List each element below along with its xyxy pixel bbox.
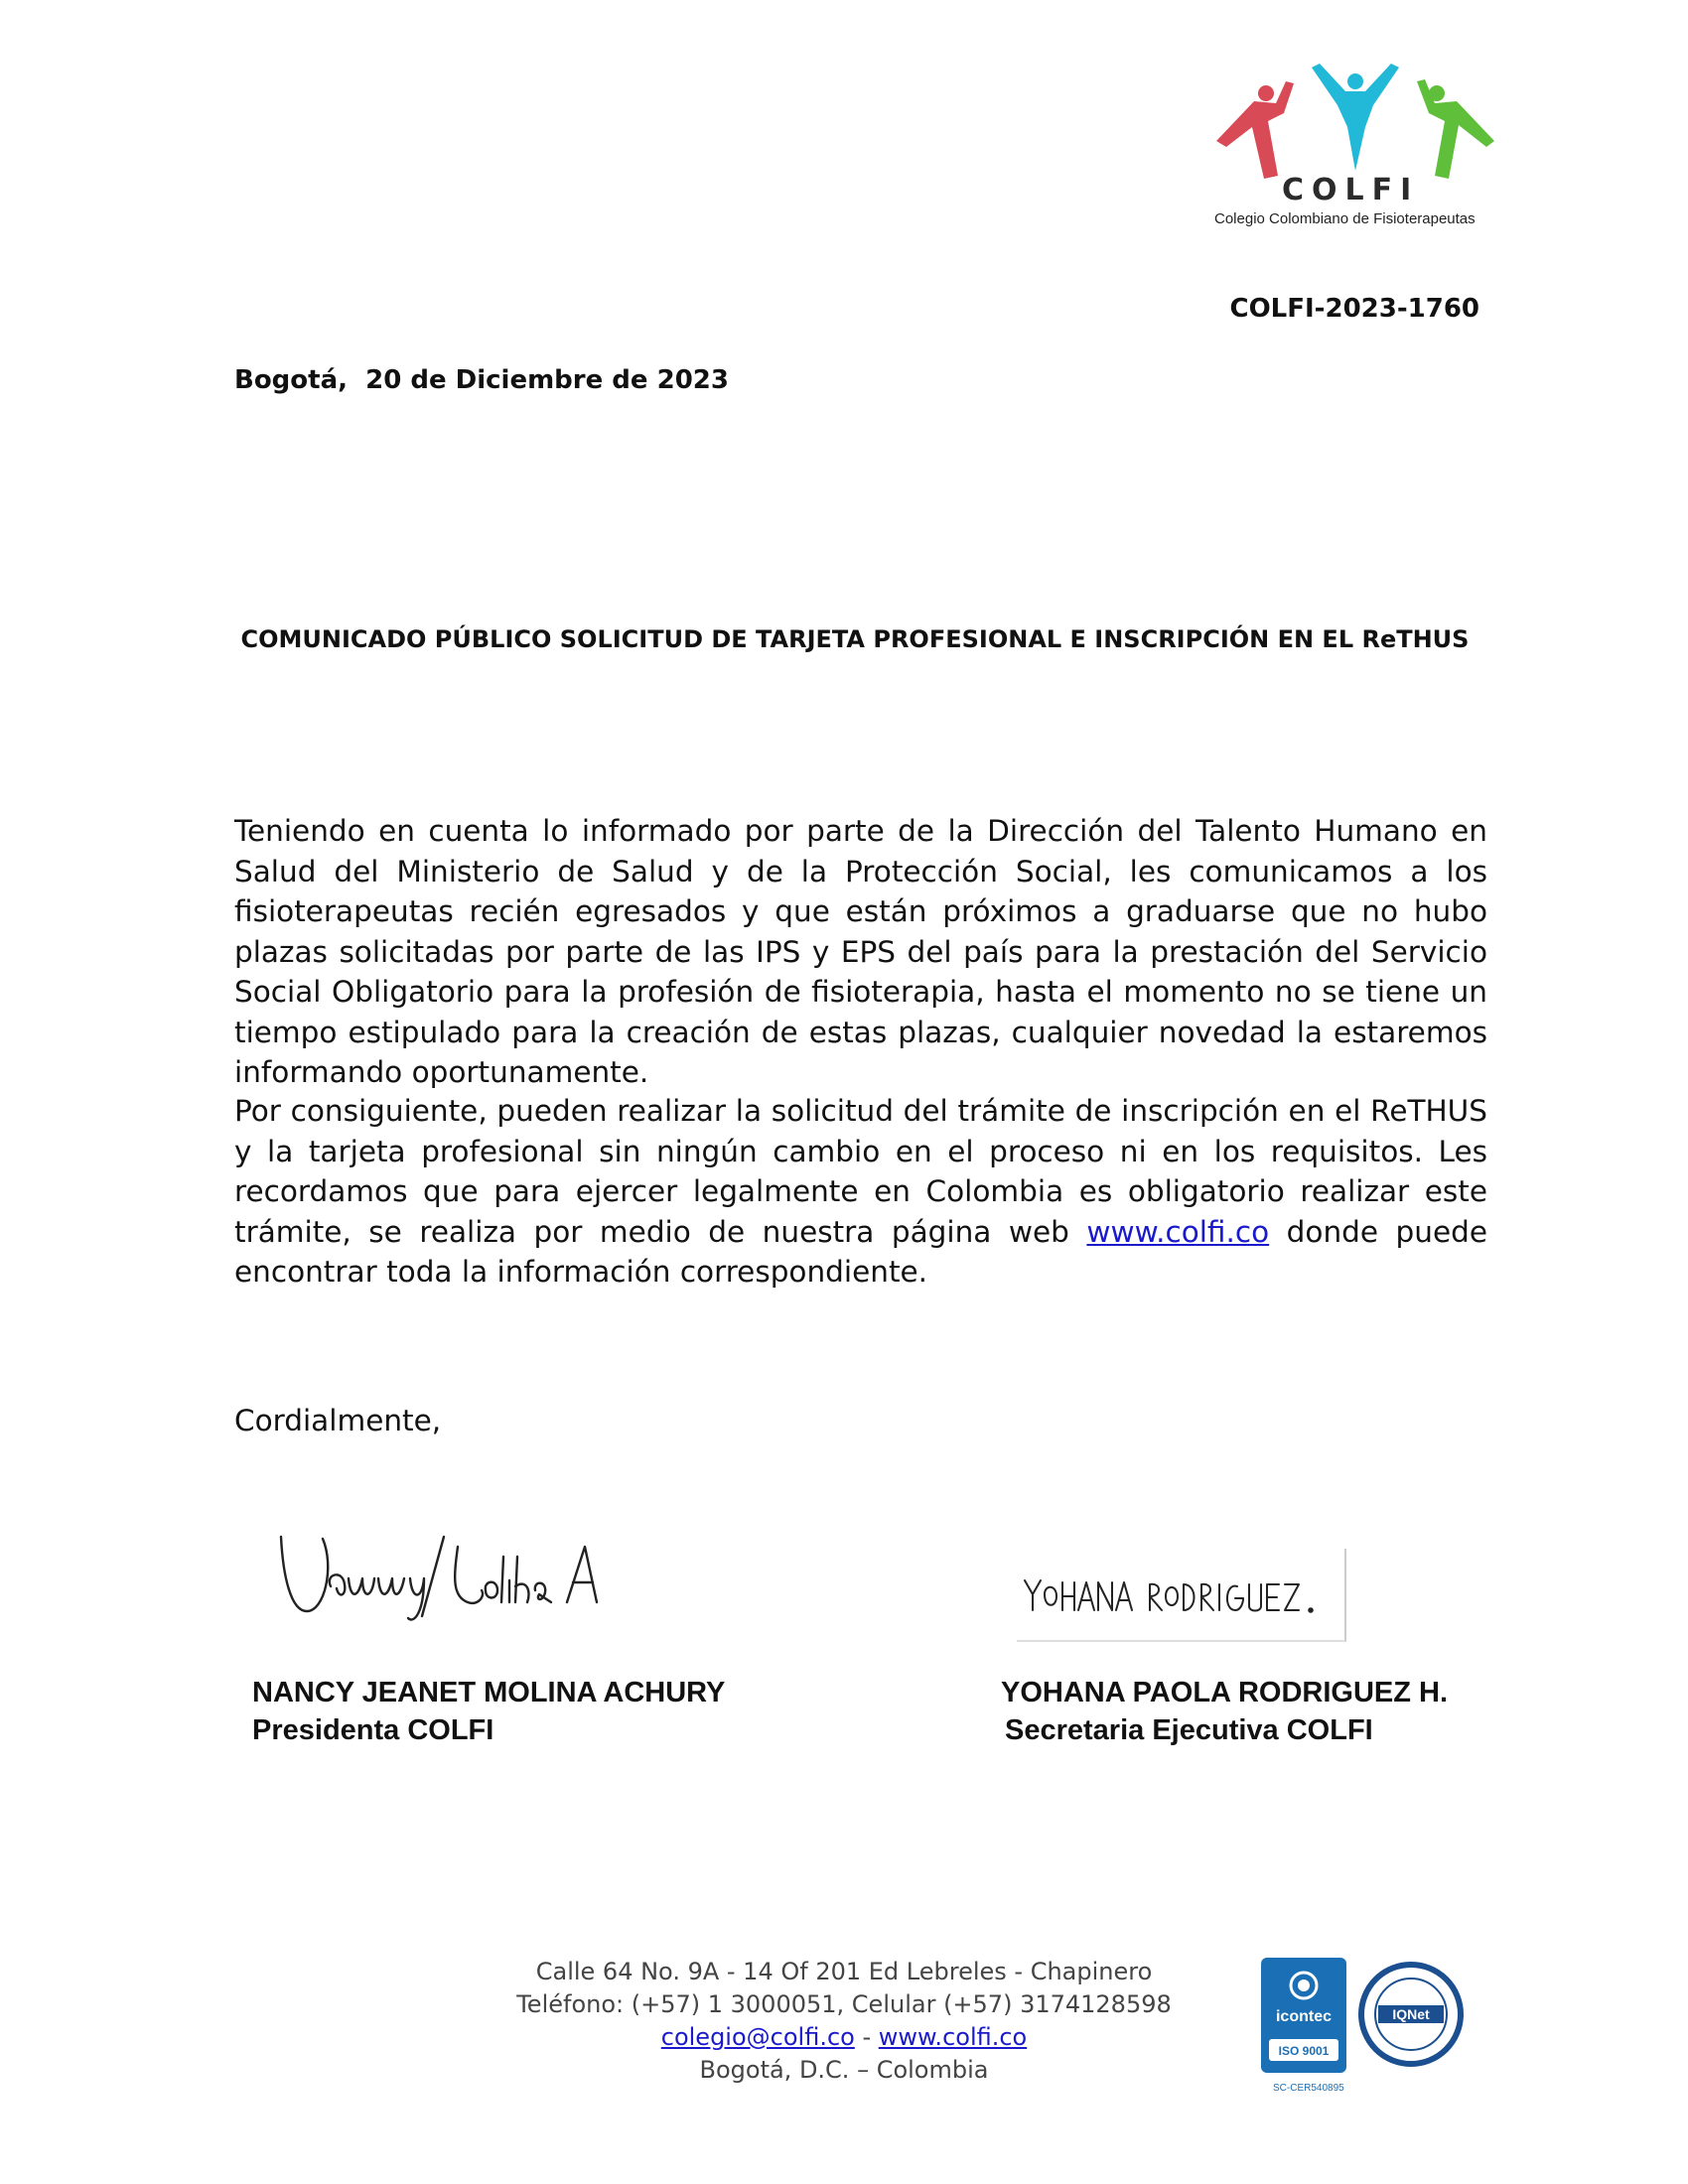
footer-email-link[interactable]: colegio@colfi.co	[660, 2023, 855, 2051]
signer-2-role: Secretaria Ejecutiva COLFI	[1005, 1714, 1373, 1746]
signature-2-frame	[1017, 1549, 1346, 1642]
website-link[interactable]: www.colfi.co	[1086, 1214, 1270, 1249]
iqnet-label: IQNet	[1392, 2006, 1430, 2022]
footer-address: Calle 64 No. 9A - 14 Of 201 Ed Lebreles - Chapinero	[535, 1958, 1153, 1985]
paragraph2-text-start: Por consiguiente, pueden realizar la solicitud del trámite de inscripción en el ReTHUS y la tarjeta profesional sin ningún cambio en el proceso ni en los requisitos. Les recordamos que para ejercer legalmente en Colombia es obligatorio realizar este trámite, se realiza por medio de nuestra página web	[234, 1094, 1487, 1249]
colfi-logo	[1206, 62, 1504, 240]
date-line: Bogotá, 20 de Diciembre de 2023	[234, 365, 729, 395]
colfi-figures-icon	[1206, 62, 1504, 181]
signer-1	[252, 1674, 725, 1749]
logo-acronym: COLFI	[1282, 173, 1420, 207]
signature-2-image	[1017, 1549, 1344, 1640]
icontec-badge-icon	[1259, 1956, 1348, 2075]
iso-label: ISO 9001	[1278, 2044, 1330, 2058]
signer-1-name: NANCY JEANET MOLINA ACHURY	[252, 1677, 726, 1708]
footer-links	[447, 2021, 1241, 2054]
body-paragraph-2	[234, 1091, 1487, 1293]
signature-1-image	[273, 1517, 611, 1626]
footer-city: Bogotá, D.C. – Colombia	[699, 2056, 989, 2084]
footer-phones: Teléfono: (+57) 1 3000051, Celular (+57) 3174128598	[516, 1990, 1172, 2018]
signer-2	[1001, 1674, 1448, 1749]
signer-2-name: YOHANA PAOLA RODRIGUEZ H.	[1001, 1677, 1449, 1708]
certificate-code: SC-CER540895	[1273, 2083, 1344, 2094]
iqnet-badge-icon	[1352, 1956, 1470, 2073]
signer-1-role: Presidenta COLFI	[252, 1714, 494, 1746]
body-paragraph-1: Teniendo en cuenta lo informado por parte de la Dirección del Talento Humano en Salud del Ministerio de Salud y de la Protección Social, les comunicamos a los fisioterapeutas recién egresados y que están próximos a graduarse que no hubo plazas solicitadas por parte de las IPS y EPS del país para la prestación del Servicio Social Obligatorio para la profesión de fisioterapia, hasta el momento no se tiene un tiempo estipulado para la creación de estas plazas, cualquier novedad la estaremos informando oportunamente.	[234, 814, 1487, 1089]
footer-contact	[447, 1956, 1241, 2087]
closing-salutation: Cordialmente,	[234, 1404, 442, 1437]
footer-website-link[interactable]: www.colfi.co	[878, 2023, 1028, 2051]
footer-link-separator: -	[854, 2023, 879, 2051]
document-subject: COMUNICADO PÚBLICO SOLICITUD DE TARJETA PROFESIONAL E INSCRIPCIÓN EN EL ReTHUS	[240, 625, 1470, 653]
document-reference: COLFI-2023-1760	[1229, 294, 1479, 324]
logo-full-name: Colegio Colombiano de Fisioterapeutas	[1214, 210, 1476, 227]
icontec-label: icontec	[1275, 2008, 1333, 2025]
paragraph2-text-end: donde puede encontrar toda la información correspondiente.	[234, 1214, 1487, 1289]
